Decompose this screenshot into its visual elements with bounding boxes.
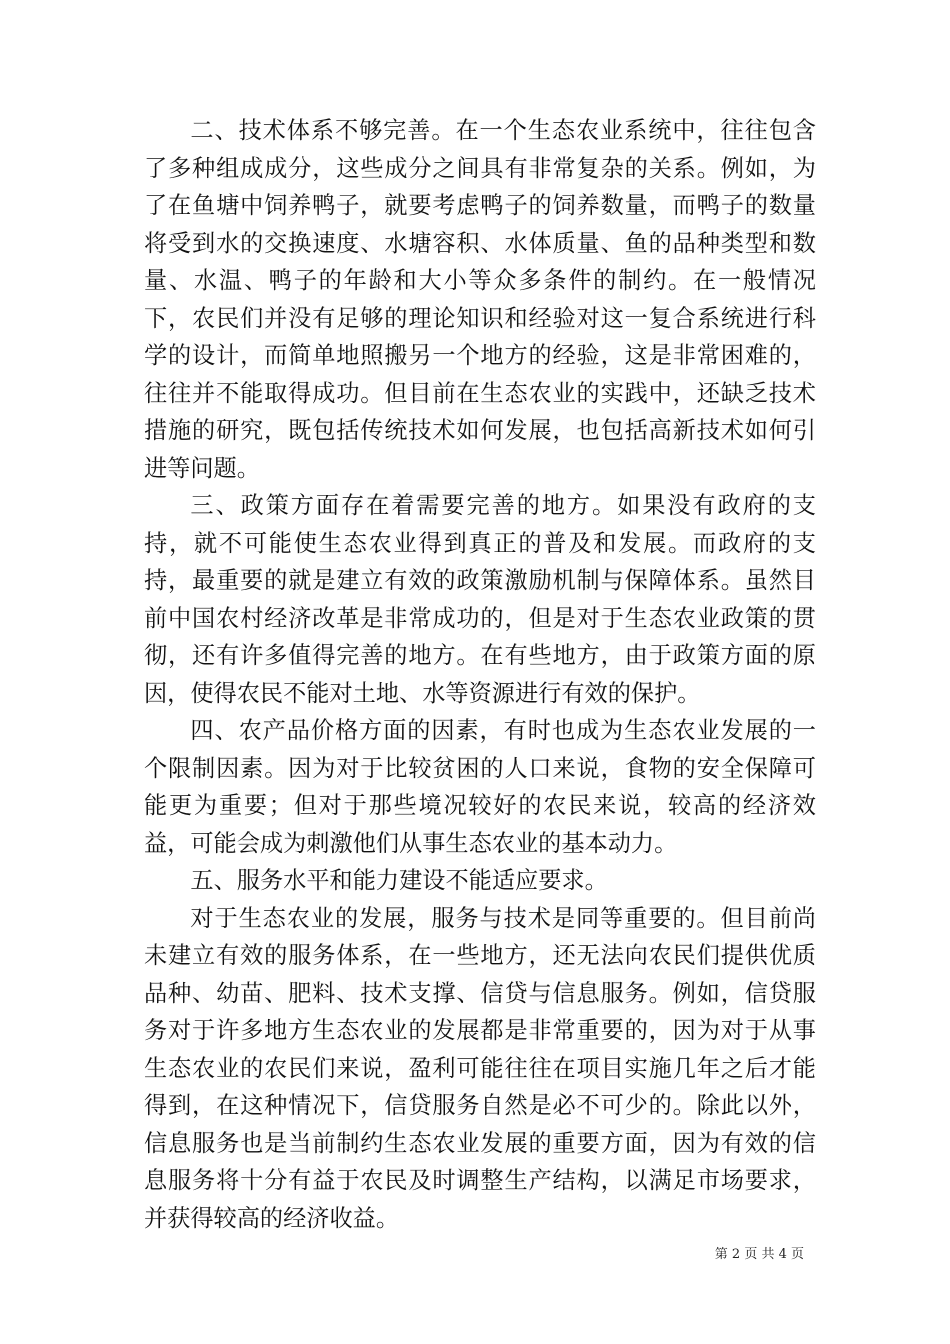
document-body xyxy=(144,112,816,1237)
paragraph-service-heading: 五、服务水平和能力建设不能适应要求。 xyxy=(190,867,608,894)
page-number: 第 2 页 共 4 页 xyxy=(714,1247,804,1262)
paragraph-price-factors: 四、农产品价格方面的因素，有时也成为生态农业发展的一个限制因素。因为对于比较贫困的人口来说，食物的安全保障可能更为重要；但对于那些境况较好的农民来说，较高的经济效益，可能会成为刺激他们从事生态农业的基本动力。 xyxy=(144,717,816,857)
paragraph-technology-system: 二、技术体系不够完善。在一个生态农业系统中，往往包含了多种组成成分，这些成分之间具有非常复杂的关系。例如，为了在鱼塘中饲养鸭子，就要考虑鸭子的饲养数量，而鸭子的数量将受到水的交换速度、水塘容积、水体质量、鱼的品种类型和数量、水温、鸭子的年龄和大小等众多条件的制约。在一般情况下，农民们并没有足够的理论知识和经验对这一复合系统进行科学的设计，而简单地照搬另一个地方的经验，这是非常困难的，往往并不能取得成功。但目前在生态农业的实践中，还缺乏技术措施的研究，既包括传统技术如何发展，也包括高新技术如何引进等问题。 xyxy=(144,117,816,482)
paragraph-policy: 三、政策方面存在着需要完善的地方。如果没有政府的支持，就不可能使生态农业得到真正的普及和发展。而政府的支持，最重要的就是建立有效的政策激励机制与保障体系。虽然目前中国农村经济改革是非常成功的，但是对于生态农业政策的贯彻，还有许多值得完善的地方。在有些地方，由于政策方面的原因，使得农民不能对土地、水等资源进行有效的保护。 xyxy=(144,492,816,707)
paragraph-service-details: 对于生态农业的发展，服务与技术是同等重要的。但目前尚未建立有效的服务体系，在一些地方，还无法向农民们提供优质品种、幼苗、肥料、技术支撑、信贷与信息服务。例如，信贷服务对于许多地方生态农业的发展都是非常重要的，因为对于从事生态农业的农民们来说，盈利可能往往在项目实施几年之后才能得到，在这种情况下，信贷服务自然是必不可少的。除此以外，信息服务也是当前制约生态农业发展的重要方面，因为有效的信息服务将十分有益于农民及时调整生产结构，以满足市场要求，并获得较高的经济收益。 xyxy=(144,904,816,1232)
